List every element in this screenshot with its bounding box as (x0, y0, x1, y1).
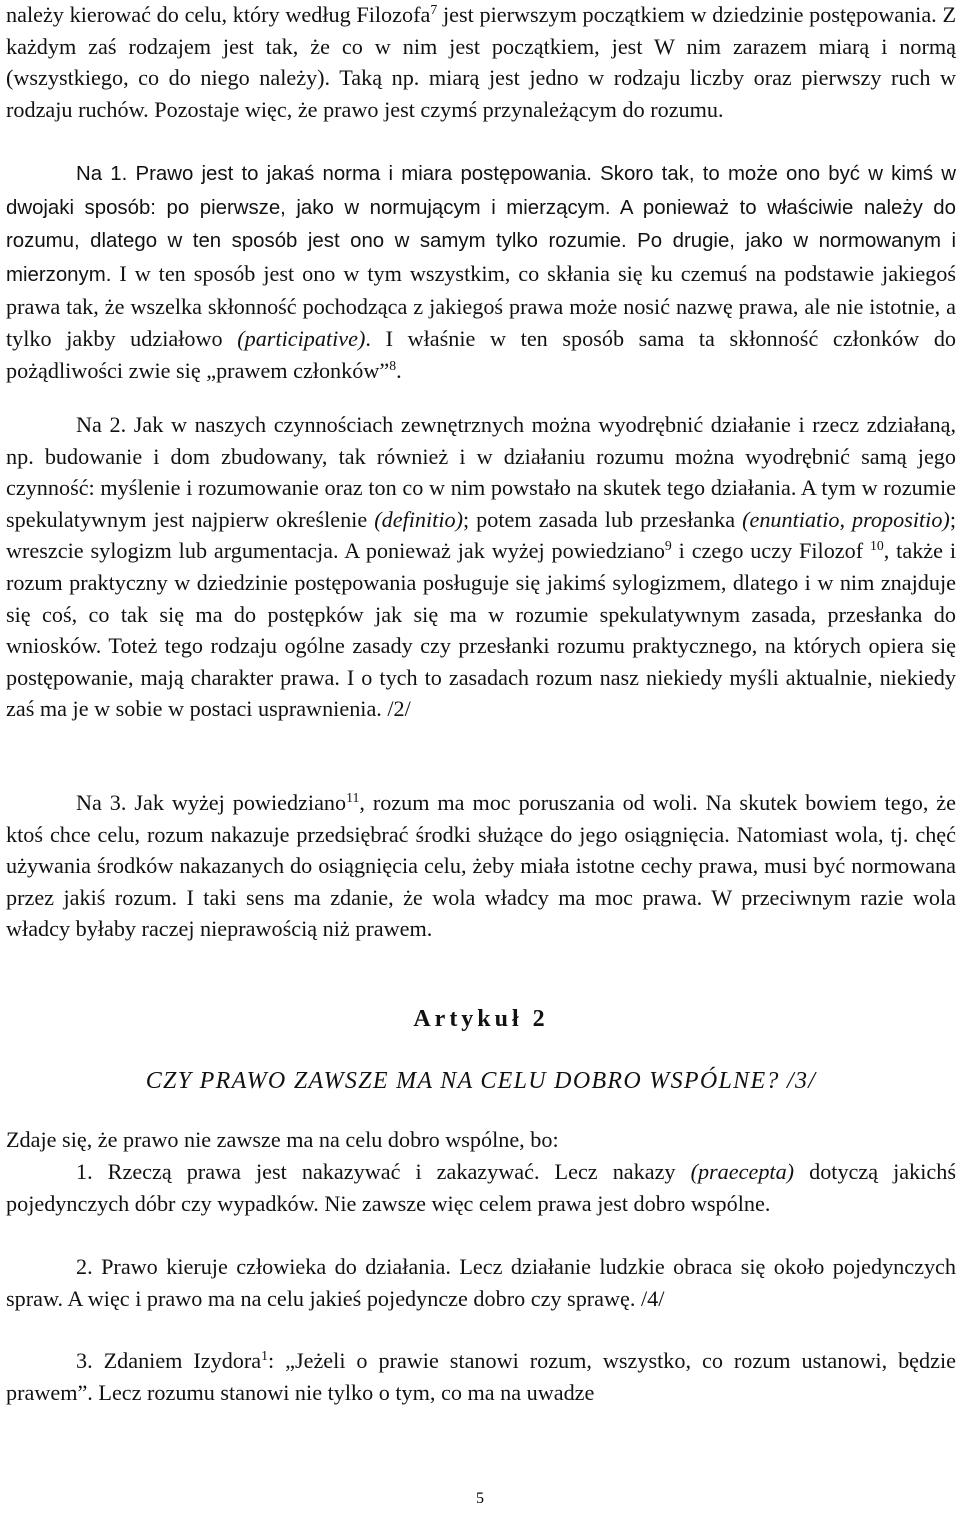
paragraph-3-text-c: ; wreszcie sylogizm lub argumentacja. A ponieważ jak wyżej powiedziano (6, 506, 956, 564)
paragraph-2-text-b: I w ten sposób jest ono w tym wszystkim, co skłania się ku czemuś na podstawie jakiegoś prawa tak, że wszelka skłonność pochodząca z jakiegoś prawa może nosić nazwę prawa, ale nie istotnie, a tylko jakby udziałowo (6, 260, 956, 351)
objection-1 (6, 1156, 956, 1219)
paragraph-2-text-a: Na 1. Prawo jest to jakaś norma i miara postępowania. Skoro tak, to może ono być w kimś w dwojaki sposób: po pierwsze, jako w normującym i mierzącym. A ponieważ to właściwie należy do rozumu, dlatego w ten sposób jest ono w samym tylko rozumie. Po drugie, jako w normowanym i mierzonym. (6, 163, 956, 286)
objection-1-text-a: 1. Rzeczą prawa jest nakazywać i zakazywać. Lecz nakazy (76, 1159, 691, 1184)
objection-2-text: 2. Prawo kieruje człowieka do działania. Lecz działanie ludzkie obraca się około pojedynczych spraw. A więc i prawo ma na celu jakieś pojedyncze dobro czy sprawę. /4/ (6, 1254, 956, 1311)
paragraph-2-italic-term: (participative) (237, 325, 366, 351)
footnote-ref-9: 9 (664, 538, 672, 554)
footnote-ref-7: 7 (430, 1, 438, 17)
paragraph-3 (6, 409, 956, 725)
paragraph-2 (6, 157, 956, 386)
paragraph-1-text-b: jest pierwszym początkiem w dziedzinie postępowania. Z każdym zaś rodzajem jest tak, że co w nim jest początkiem, jest W nim zarazem miarą i normą (wszystkiego, co do niego należy). Taką np. miarą jest jedno w rodzaju liczby oraz pierwszy ruch w rodzaju ruchów. Pozostaje więc, że prawo jest czymś przynależącym do rozumu. (6, 2, 957, 122)
footnote-ref-1: 1 (261, 1347, 269, 1363)
paragraph-4-text-a: Na 3. Jak wyżej powiedziano (76, 790, 347, 815)
paragraph-4 (6, 787, 956, 945)
footnote-ref-8: 8 (389, 357, 397, 373)
footnote-ref-11: 11 (346, 789, 360, 805)
article-question: CZY PRAWO ZAWSZE MA NA CELU DOBRO WSPÓLNE? /3/ (145, 1068, 817, 1094)
page-number: 5 (476, 1490, 484, 1507)
objection-1-text-b: dotyczą jakichś pojedynczych dóbr czy wypadków. Nie zawsze więc celem prawa jest dobro wspólne. (6, 1159, 956, 1216)
paragraph-3-text-e: , także i rozum praktyczny w dziedzinie postępowania posługuje się jakimś sylogizmem, dlatego i w nim znajduje się coś, co tak się ma do postępków jak się ma w rozumie spekulatywnym zasada, przesłanka do wniosków. Toteż tego rodzaju ogólne zasady czy przesłanki rozumu praktycznego, na których opiera się postępowanie, mają charakter prawa. I o tych to zasadach rozum nasz niekiedy myśli aktualnie, niekiedy zaś ma je w sobie w postaci usprawnienia. /2/ (6, 538, 957, 722)
paragraph-1-text-a: należy kierować do celu, który według Filozofa (6, 2, 431, 27)
paragraph-3-text-d: i czego uczy Filozof (671, 538, 871, 564)
paragraph-3-text-a: Na 2. Jak w naszych czynnościach zewnętrznych można wyodrębnić działanie i rzecz zdziałaną, np. budowanie i dom zbudowany, tak również i w działaniu rozumu można wyodrębnić samą jego czynność: myślenie i rozumowanie oraz ton co w nim powstało na skutek tego działania. A tym w rozumie spekulatywnym jest najpierw określenie (6, 412, 956, 532)
objection-3-text-b: : „Jeżeli o prawie stanowi rozum, wszystko, co rozum ustanowi, będzie prawem”. Lecz rozumu stanowi nie tylko o tym, co ma na uwadze (6, 1348, 956, 1405)
objection-3-text-a: 3. Zdaniem Izydora (76, 1348, 262, 1373)
objections-intro: Zdaje się, że prawo nie zawsze ma na celu dobro wspólne, bo: (6, 1127, 559, 1152)
objection-3 (6, 1345, 956, 1408)
paragraph-4-text-b: , rozum ma moc poruszania od woli. Na skutek bowiem tego, że ktoś chce celu, rozum nakazuje przedsiębrać środki służące do jego osiągnięcia. Natomiast wola, tj. chęć używania środków nakazanych do osiągnięcia celu, żeby miała istotne cechy prawa, musi być normowana przez jakiś rozum. I taki sens ma zdanie, że wola władcy ma moc prawa. W przeciwnym razie wola władcy byłaby raczej nieprawością niż prawem. (6, 790, 956, 942)
paragraph-2-text-c: . I właśnie w ten sposób sama ta skłonność członków do pożądliwości zwie się „prawem członków” (6, 325, 957, 383)
paragraph-3-text-b: ; potem zasada lub przesłanka (462, 506, 743, 532)
objection-1-italic-term: (praecepta) (690, 1159, 795, 1184)
paragraph-1 (6, 0, 956, 125)
paragraph-3-italic-definitio: (definitio) (374, 506, 463, 532)
objection-2 (6, 1251, 956, 1314)
paragraph-2-text-d: . (396, 357, 402, 383)
paragraph-3-italic-enuntiatio: (enuntiatio, propositio) (742, 506, 950, 532)
article-heading: Artykuł 2 (413, 1006, 549, 1032)
footnote-ref-10: 10 (870, 538, 884, 554)
